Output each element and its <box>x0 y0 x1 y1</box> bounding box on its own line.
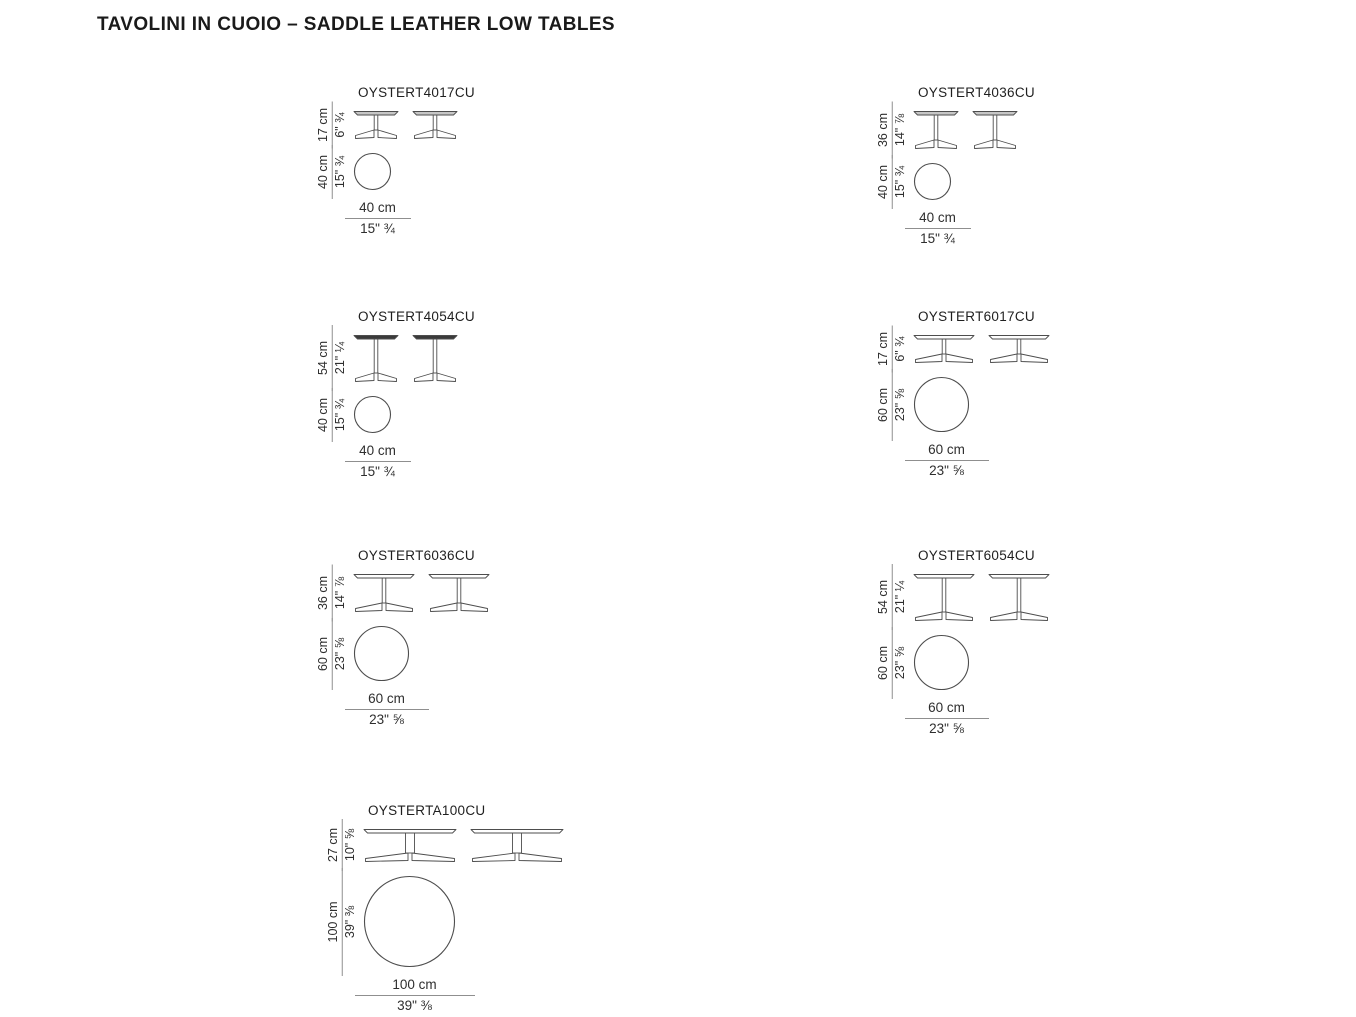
elevation-row <box>311 109 475 140</box>
diameter-dimension-label <box>871 162 913 201</box>
elevation-drawings <box>913 333 1050 364</box>
diameter-inches-value: 23" ⅝ <box>332 637 347 670</box>
diameter-cm-value: 40 cm <box>317 145 333 199</box>
elevation-drawings <box>353 333 458 383</box>
width-cm-value: 60 cm <box>345 691 429 710</box>
elevation-drawings <box>913 572 1050 622</box>
table-side-view-drawing <box>972 109 1018 150</box>
table-front-view-drawing <box>353 333 399 383</box>
table-side-view-drawing <box>428 572 490 613</box>
diameter-dimension-label <box>871 634 913 691</box>
table-front-view-drawing <box>363 827 457 863</box>
width-dimension-label <box>905 700 989 737</box>
top-view-drawing <box>353 625 410 682</box>
height-dimension-label <box>871 333 913 364</box>
height-inches-value: 10" ⅝ <box>342 828 357 862</box>
product-code: OYSTERT4017CU <box>358 85 475 100</box>
table-front-view-drawing <box>913 109 959 150</box>
height-dimension-label <box>871 109 913 150</box>
diameter-inches-value: 23" ⅝ <box>892 388 907 421</box>
diameter-dimension-label <box>311 625 353 682</box>
tabletop-top-view-circle <box>363 875 456 968</box>
top-view-row <box>321 875 564 968</box>
top-view-row <box>871 634 1050 691</box>
top-view-drawing <box>363 875 456 968</box>
height-inches-value: 14" ⅞ <box>892 113 907 146</box>
width-inches-value: 23" ⅝ <box>929 463 964 479</box>
height-inches-value: 21" ¼ <box>332 341 347 375</box>
height-cm-value: 27 cm <box>327 819 343 871</box>
product-spec <box>871 549 1050 737</box>
table-front-view-drawing <box>353 109 399 140</box>
width-cm-value: 60 cm <box>905 442 989 461</box>
width-cm-value: 40 cm <box>905 210 971 229</box>
width-dimension-label <box>345 691 429 728</box>
elevation-row <box>871 333 1050 364</box>
product-spec <box>871 310 1050 479</box>
height-inches-value: 14" ⅞ <box>332 576 347 609</box>
diameter-inches-value: 39" ⅜ <box>342 905 357 938</box>
tabletop-top-view-circle <box>913 376 970 433</box>
product-spec <box>311 86 475 237</box>
elevation-drawings <box>913 109 1018 150</box>
table-front-view-drawing <box>913 572 975 622</box>
table-side-view-drawing <box>988 333 1050 364</box>
product-code: OYSTERTA100CU <box>368 803 486 818</box>
elevation-row <box>321 827 564 863</box>
product-spec <box>311 549 490 728</box>
top-view-drawing <box>913 162 952 201</box>
diameter-cm-value: 40 cm <box>317 388 333 442</box>
top-view-drawing <box>353 395 392 434</box>
tabletop-top-view-circle <box>913 162 952 201</box>
tabletop-top-view-circle <box>913 634 970 691</box>
product-code: OYSTERT4054CU <box>358 309 475 324</box>
height-cm-value: 54 cm <box>877 564 893 630</box>
height-inches-value: 21" ¼ <box>892 580 907 614</box>
elevation-row <box>311 333 475 383</box>
height-inches-value: 6" ¾ <box>892 335 907 362</box>
width-dimension-label <box>345 443 411 480</box>
height-dimension-label <box>311 109 353 140</box>
diameter-dimension-label <box>311 152 353 191</box>
width-dimension-label <box>905 210 971 247</box>
elevation-drawings <box>363 827 564 863</box>
top-view-drawing <box>913 376 970 433</box>
product-spec <box>871 86 1035 247</box>
width-inches-value: 15" ¾ <box>920 231 955 247</box>
product-spec <box>311 310 475 480</box>
diameter-dimension-label <box>871 376 913 433</box>
elevation-drawings <box>353 572 490 613</box>
table-side-view-drawing <box>412 109 458 140</box>
table-side-view-drawing <box>988 572 1050 622</box>
elevation-row <box>871 572 1050 622</box>
width-dimension-label <box>355 977 475 1014</box>
top-view-row <box>311 152 475 191</box>
table-side-view-drawing <box>470 827 564 863</box>
height-cm-value: 36 cm <box>877 101 893 158</box>
table-side-view-drawing <box>412 333 458 383</box>
diameter-dimension-label <box>321 875 363 968</box>
top-view-row <box>871 376 1050 433</box>
height-cm-value: 17 cm <box>877 325 893 372</box>
product-spec <box>321 804 564 1014</box>
height-dimension-label <box>311 572 353 613</box>
tabletop-top-view-circle <box>353 625 410 682</box>
diameter-dimension-label <box>311 395 353 434</box>
product-code: OYSTERT6017CU <box>918 309 1035 324</box>
top-view-drawing <box>913 634 970 691</box>
width-cm-value: 60 cm <box>905 700 989 719</box>
tabletop-top-view-circle <box>353 395 392 434</box>
table-front-view-drawing <box>913 333 975 364</box>
elevation-drawings <box>353 109 458 140</box>
page-title: TAVOLINI IN CUOIO – SADDLE LEATHER LOW TABLES <box>97 14 615 35</box>
width-inches-value: 23" ⅝ <box>369 712 404 728</box>
diameter-cm-value: 60 cm <box>317 618 333 690</box>
diameter-inches-value: 15" ¾ <box>332 398 347 431</box>
table-front-view-drawing <box>353 572 415 613</box>
diameter-cm-value: 100 cm <box>327 868 343 976</box>
width-inches-value: 39" ⅜ <box>397 998 432 1014</box>
height-cm-value: 54 cm <box>317 325 333 391</box>
top-view-row <box>311 395 475 434</box>
diameter-inches-value: 15" ¾ <box>332 155 347 188</box>
width-dimension-label <box>905 442 989 479</box>
width-dimension-label <box>345 200 411 237</box>
diameter-cm-value: 40 cm <box>877 155 893 209</box>
height-dimension-label <box>311 333 353 383</box>
width-cm-value: 40 cm <box>345 200 411 219</box>
height-cm-value: 17 cm <box>317 101 333 148</box>
height-inches-value: 6" ¾ <box>332 111 347 138</box>
top-view-drawing <box>353 152 392 191</box>
width-cm-value: 100 cm <box>355 977 475 996</box>
width-cm-value: 40 cm <box>345 443 411 462</box>
top-view-row <box>871 162 1035 201</box>
width-inches-value: 15" ¾ <box>360 221 395 237</box>
height-cm-value: 36 cm <box>317 564 333 621</box>
product-code: OYSTERT6036CU <box>358 548 475 563</box>
top-view-row <box>311 625 490 682</box>
diameter-inches-value: 23" ⅝ <box>892 646 907 679</box>
height-dimension-label <box>871 572 913 622</box>
diameter-cm-value: 60 cm <box>877 627 893 699</box>
width-inches-value: 15" ¾ <box>360 464 395 480</box>
diameter-cm-value: 60 cm <box>877 369 893 441</box>
tabletop-top-view-circle <box>353 152 392 191</box>
elevation-row <box>871 109 1035 150</box>
elevation-row <box>311 572 490 613</box>
diameter-inches-value: 15" ¾ <box>892 165 907 198</box>
width-inches-value: 23" ⅝ <box>929 721 964 737</box>
product-code: OYSTERT6054CU <box>918 548 1035 563</box>
product-code: OYSTERT4036CU <box>918 85 1035 100</box>
height-dimension-label <box>321 827 363 863</box>
